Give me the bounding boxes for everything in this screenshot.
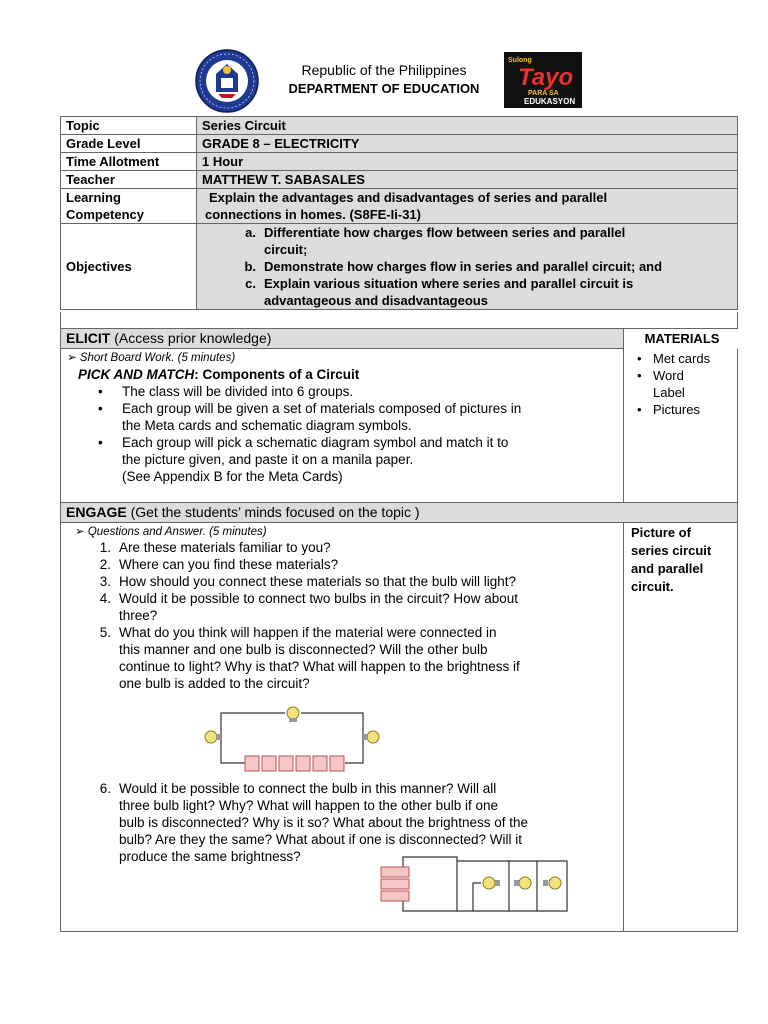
question-line: one bulb is added to the circuit? (119, 676, 310, 691)
bulb-icon (514, 877, 531, 889)
objectives-value (197, 224, 738, 310)
elicit-bullet-line: The class will be divided into 6 groups. (122, 384, 354, 399)
logo-sub2-text: EDUKASYON (524, 97, 576, 106)
elicit-materials-list (635, 350, 710, 418)
arrow-bullet-icon: ➢ (67, 352, 77, 364)
grade-label: Grade Level (61, 135, 197, 153)
elicit-bullet-line: Each group will pick a schematic diagram symbol and match it to (122, 435, 509, 450)
competency-label (61, 189, 197, 224)
series-circuit-diagram (197, 703, 387, 777)
info-row-grade (61, 135, 738, 153)
elicit-bullet-line: the Meta cards and schematic diagram symbols. (122, 418, 412, 433)
material-item-cont (635, 384, 710, 401)
department-text: DEPARTMENT OF EDUCATION (288, 81, 480, 96)
objective-marker: b. (244, 259, 256, 274)
objective-line: Explain various situation where series and parallel circuit is (264, 276, 634, 291)
parallel-circuit-diagram (377, 853, 573, 923)
question-line: How should you connect these materials so that the bulb will light? (119, 574, 516, 589)
material-text: Met cards (653, 351, 711, 366)
material-item: • Met cards (637, 351, 711, 366)
question-number: 6. (99, 781, 111, 796)
question-line: bulb is disconnected? Why is it so? What about the brightness of the (119, 815, 528, 830)
question-line: three bulb light? Why? What will happen to the other bulb if one (119, 798, 498, 813)
objective-item (202, 224, 732, 258)
bulb-icon (287, 707, 299, 722)
objectives-list (202, 224, 732, 309)
engage-activity-text: Questions and Answer. (5 minutes) (87, 526, 267, 538)
competency-label-line1: Learning (66, 190, 121, 205)
logo-main-text: Tayo (518, 64, 574, 91)
engage-material (631, 524, 731, 596)
question-number: 1. (99, 540, 111, 555)
logo-top-text: Sulong (508, 57, 532, 64)
elicit-bullet-line: Each group will be given a set of materials composed of pictures in (122, 401, 522, 416)
teacher-label: Teacher (61, 171, 197, 189)
engage-title (66, 503, 420, 522)
republic-text: Republic of the Philippines (301, 62, 467, 78)
info-row-time (61, 153, 738, 171)
elicit-heading-rest: : Components of a Circuit (194, 367, 360, 382)
engage-header (61, 503, 737, 523)
objective-text (264, 224, 625, 258)
procedure-table: ELICIT (Access prior knowledge) MATERIALS ➢ Short Board Work. (5 minutes) PICK AND MATCH: Components of a Circuit • The class will be divided into 6 groups. • Each group will be given a set of materials composed of pictures in the Meta cards and schematic diagram symbols. • Each group will pick a schematic diagram symbol and match it to the picture given, and paste it on a manila paper. (See Appendix B for the Meta Cards) • Met cards • Word Label • Pictures ENGAGE (Get the students’ minds focused on the topic ) ➢ Questions and Answer. (5 minutes) Picture of series circuit and parallel circuit. 1. Are these materials familiar to you? 2. Where can you find these materials? 3. How should you connect these materials so that the bulb will light? 4. Would it be possible to connect two bulbs in the circuit? How about three? 5. What do you think will happen if the material were connected in this manner and one bulb is disconnected? Will the other bulb continue to light? Why is that? What will happen to the brightness if one bulb is added to the circuit? 6. Would it be possible to connect the bulb in this manner? Will all three bulb light? Why? What will happen to the other bulb if one bulb is disconnected? Why is it so? What about the brightness of the bulb? Are they the same? What about if one is disconnected? Will it produce the same brightness? (60, 328, 738, 932)
material-item: • Word (637, 368, 684, 383)
blank-row (60, 312, 738, 329)
engage-material-line: series circuit (631, 543, 712, 558)
logo-sub1-text: PARA SA (528, 90, 559, 97)
competency-line1: Explain the advantages and disadvantages of series and parallel (209, 190, 608, 205)
question-line: bulb? Are they the same? What about if one is disconnected? Will it (119, 832, 522, 847)
info-row-teacher (61, 171, 738, 189)
deped-seal-icon (194, 48, 260, 114)
document-header (0, 0, 768, 112)
battery-pack-icon (381, 867, 409, 901)
objective-line: circuit; (264, 242, 308, 257)
elicit-subtitle: (Access prior knowledge) (114, 330, 272, 346)
elicit-header (61, 329, 737, 349)
topic-label: Topic (61, 117, 197, 135)
elicit-activity-text: Short Board Work. (5 minutes) (79, 352, 236, 364)
question-number: 4. (99, 591, 111, 606)
objective-line: Demonstrate how charges flow in series and parallel circuit; and (264, 259, 663, 274)
grade-value: GRADE 8 – ELECTRICITY (197, 135, 738, 153)
elicit-title-bold: ELICIT (66, 330, 111, 346)
objectives-label: Objectives (61, 224, 197, 310)
elicit-heading-italic: PICK AND MATCH (78, 367, 195, 382)
time-value: 1 Hour (197, 153, 738, 171)
elicit-activity (67, 350, 235, 367)
question-line: Would it be possible to connect the bulb in this manner? Will all (119, 781, 497, 796)
question-line: Where can you find these materials? (119, 557, 339, 572)
arrow-bullet-icon: ➢ (75, 526, 85, 538)
question-number: 5. (99, 625, 111, 640)
question-number: 3. (99, 574, 111, 589)
info-row-competency (61, 189, 738, 224)
question-line: Are these materials familiar to you? (119, 540, 331, 555)
question-line: Would it be possible to connect two bulbs in the circuit? How about (119, 591, 518, 606)
objective-item (202, 275, 732, 309)
competency-line2: connections in homes. (S8FE-Ii-31) (205, 207, 421, 222)
bulb-icon (363, 731, 379, 743)
objective-marker: a. (245, 225, 256, 240)
objective-text (264, 258, 662, 275)
teacher-value: MATTHEW T. SABASALES (197, 171, 738, 189)
competency-label-line2: Competency (66, 207, 145, 222)
elicit-bullet: • Each group will pick a schematic diagram symbol and match it to the picture given, and paste it on a manila paper. (See Appendix B for the Meta Cards) (98, 435, 509, 484)
question-line: What do you think will happen if the material were connected in (119, 625, 497, 640)
competency-value (197, 189, 738, 224)
bulb-icon (205, 731, 221, 743)
material-text: Label (653, 385, 685, 400)
info-row-objectives (61, 224, 738, 310)
question-line: this manner and one bulb is disconnected? Will the other bulb (119, 642, 488, 657)
elicit-bullet-line: (See Appendix B for the Meta Cards) (122, 469, 343, 484)
materials-header: MATERIALS (623, 329, 740, 349)
material-text: Pictures (653, 402, 700, 417)
question-number: 2. (99, 557, 111, 572)
topic-value: Series Circuit (197, 117, 738, 135)
bulb-icon (543, 877, 561, 889)
time-label: Time Allotment (61, 153, 197, 171)
objective-line: Differentiate how charges flow between series and parallel (264, 225, 626, 240)
info-row-topic (61, 117, 738, 135)
column-divider (623, 329, 624, 931)
elicit-bullet: • Each group will be given a set of materials composed of pictures in the Meta cards and schematic diagram symbols. (98, 401, 522, 433)
material-text: Word (653, 368, 684, 383)
engage-material-line: and parallel (631, 561, 704, 576)
question-line: three? (119, 608, 158, 623)
engage-subtitle: (Get the students’ minds focused on the topic ) (130, 504, 420, 520)
engage-material-line: circuit. (631, 579, 674, 594)
engage-material-line: Picture of (631, 525, 691, 540)
question-line: produce the same brightness? (119, 849, 301, 864)
bulb-icon (483, 877, 500, 889)
objective-marker: c. (245, 276, 256, 291)
engage-title-bold: ENGAGE (66, 504, 127, 520)
elicit-bullet-line: the picture given, and paste it on a manila paper. (122, 452, 414, 467)
objective-line: advantageous and disadvantageous (264, 293, 488, 308)
lesson-info-table (60, 116, 738, 310)
objective-text (264, 275, 633, 309)
sulong-edukasyon-logo (504, 52, 582, 108)
elicit-heading (78, 366, 359, 383)
battery-pack-icon (245, 756, 344, 771)
objective-item (202, 258, 732, 275)
question-line: continue to light? Why is that? What will happen to the brightness if (119, 659, 520, 674)
elicit-title (66, 329, 271, 348)
material-item: • Pictures (637, 402, 700, 417)
